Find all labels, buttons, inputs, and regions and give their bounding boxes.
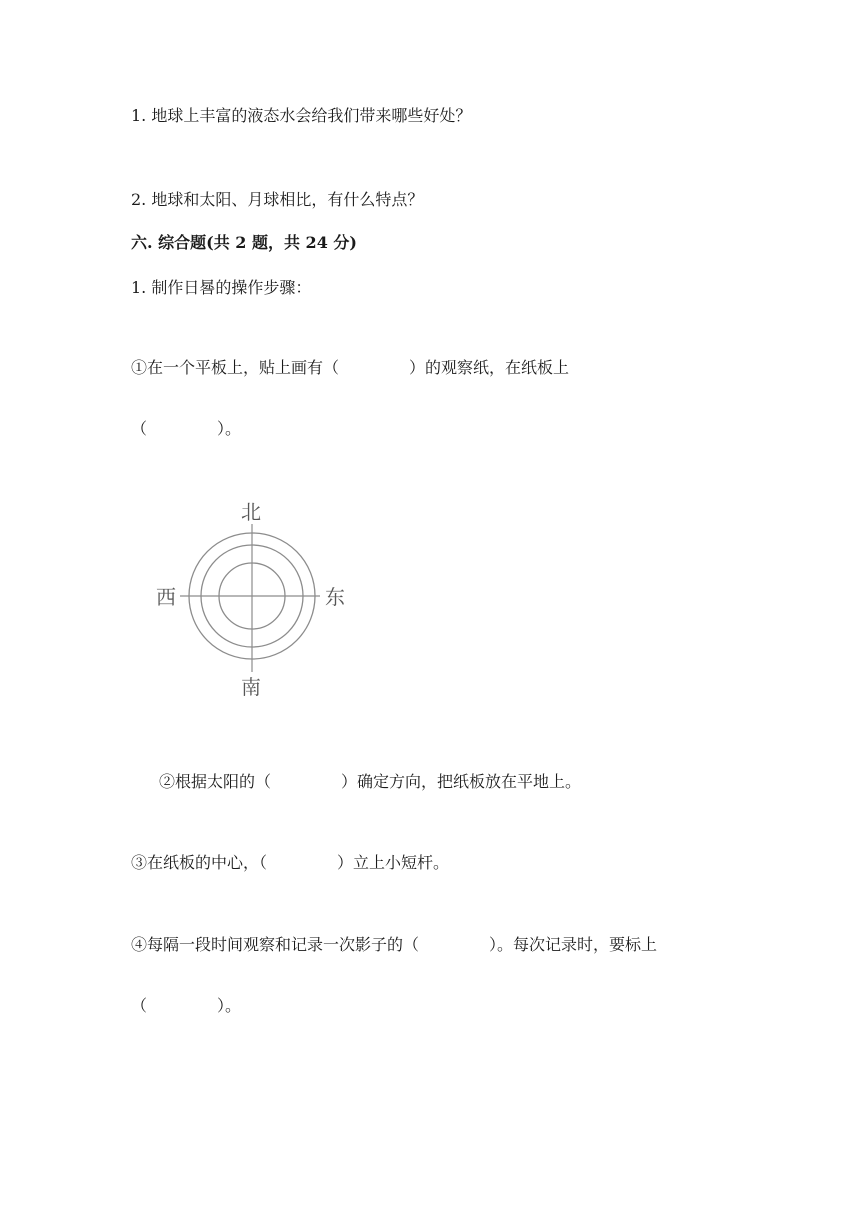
sundial-compass-diagram: [150, 496, 355, 701]
step-3-prefix: ③在纸板的中心，（: [131, 853, 268, 872]
question-1: [131, 106, 471, 126]
question-1-text: 1. 地球上丰富的液态水会给我们带来哪些好处？: [131, 106, 472, 125]
step-1a-prefix: ①在一个平板上，贴上画有（: [131, 358, 340, 377]
step-4a-prefix: ④每隔一段时间观察和记录一次影子的（: [131, 935, 420, 954]
step-4-line-b: [131, 996, 241, 1016]
comprehensive-question-1-text: 1. 制作日晷的操作步骤：: [131, 278, 312, 297]
west-label: 西: [156, 585, 176, 609]
section-heading-text: 六. 综合题(共 2 题，共 24 分): [131, 233, 357, 252]
step-4a-suffix: ）。每次记录时，要标上: [489, 935, 658, 954]
step-1b-prefix: （: [131, 419, 148, 438]
step-3-suffix: ）立上小短杆。: [337, 853, 450, 872]
section-heading: [131, 233, 357, 253]
comprehensive-question-1: [131, 278, 311, 298]
north-label: 北: [241, 500, 261, 524]
east-label: 东: [325, 585, 345, 609]
step-1-line-a: [131, 358, 569, 378]
step-2-suffix: ）确定方向，把纸板放在平地上。: [341, 772, 582, 791]
step-4b-prefix: （: [131, 996, 148, 1015]
step-2-line: [159, 772, 581, 792]
question-2: [131, 190, 423, 210]
south-label: 南: [241, 675, 261, 699]
question-2-text: 2. 地球和太阳、月球相比，有什么特点？: [131, 190, 424, 209]
step-1-line-b: [131, 419, 241, 439]
step-3-line: [131, 853, 449, 873]
step-4-line-a: [131, 935, 657, 955]
step-1b-suffix: ）。: [217, 419, 242, 438]
step-4b-suffix: ）。: [217, 996, 242, 1015]
step-2-prefix: ②根据太阳的（: [159, 772, 272, 791]
step-1a-suffix: ）的观察纸，在纸板上: [409, 358, 570, 377]
